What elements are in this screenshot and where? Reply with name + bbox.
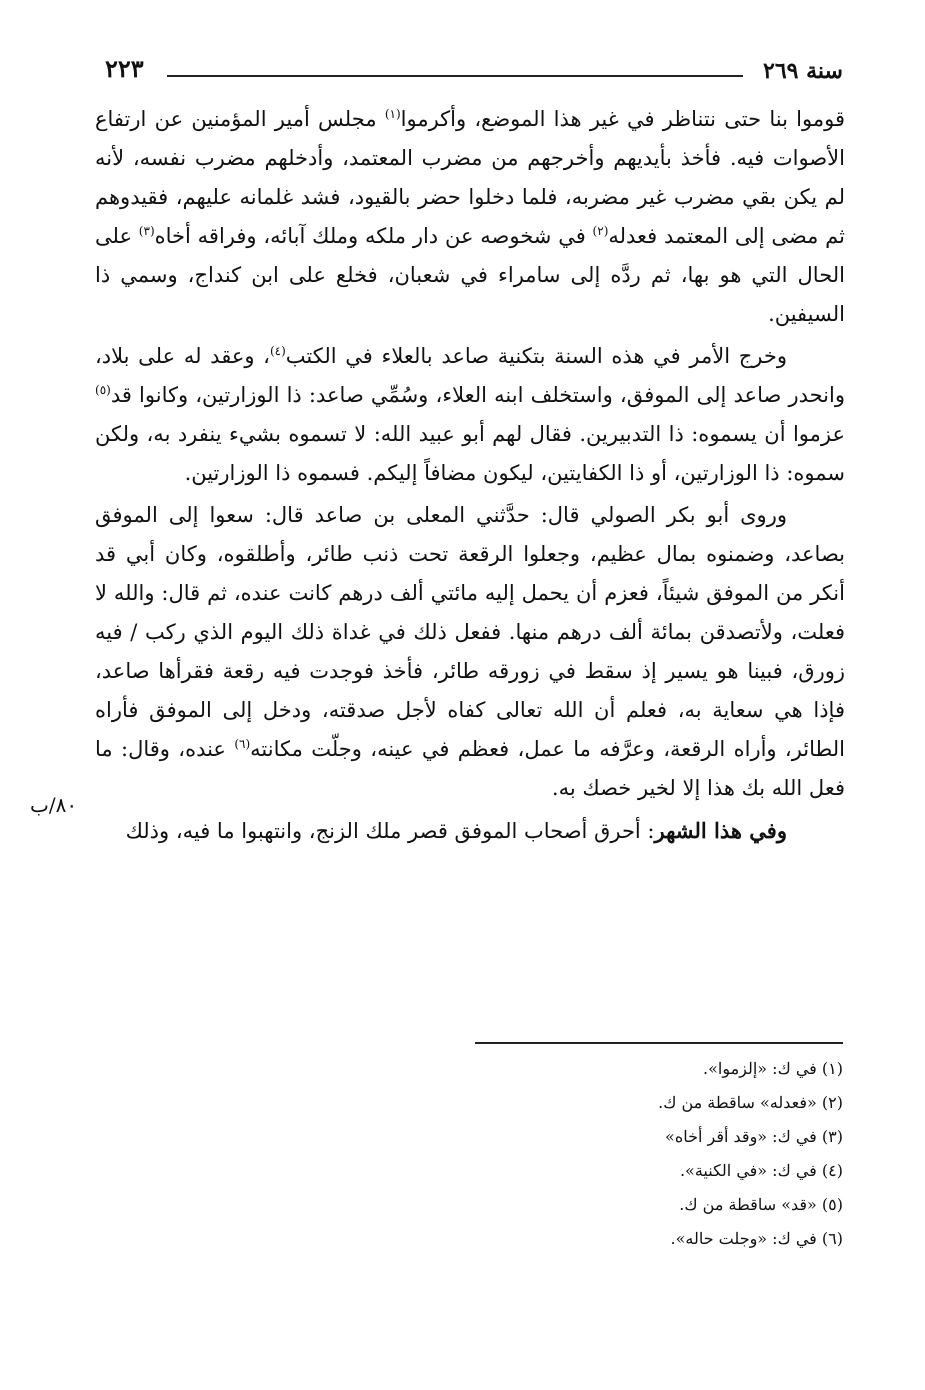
- footnote-rule: [475, 1042, 843, 1044]
- footnotes: [243, 1052, 843, 1256]
- text-run: على الحال التي هو بها، ثم ردَّه إلى سامراء في شعبان، فخلع على ابن كنداج، وسمي ذا السيفين.: [95, 224, 845, 326]
- header-rule: [167, 75, 743, 77]
- main-text: [95, 100, 845, 851]
- text-run: : أحرق أصحاب الموفق قصر ملك الزنج، وانتهبوا ما فيه، وذلك: [125, 819, 655, 843]
- text-run: عنده، وقال: ما فعل الله بك هذا إلا لخير خصك به.: [95, 737, 845, 800]
- footnote: (٦) في ك: «وجلت حاله».: [670, 1229, 843, 1248]
- running-header: [105, 52, 843, 92]
- page-number: ٢٢٣: [105, 54, 144, 83]
- footnote: (٢) «فعدله» ساقطة من ك.: [658, 1093, 843, 1112]
- text-run: مجلس أمير المؤمنين عن ارتفاع الأصوات فيه. فأخذ بأيديهم وأخرجهم من مضرب المعتمد، وأدخلهم مضرب نفسه، لأنه لم يكن بقي مضرب غير مضربه، فلما دخلوا حضر بالقيود، فشد غلمانه عليهم، فقيدوهم ثم مضى إلى المعتمد فعدله: [95, 107, 845, 248]
- text-run: وخرج الأمر في هذه السنة بتكنية صاعد بالعلاء في الكتب: [285, 344, 787, 368]
- footnote-marker: (١): [384, 107, 401, 121]
- footnote-marker: (٦): [234, 737, 251, 751]
- footnote-marker: (٣): [138, 224, 155, 238]
- text-run: ، وعقد له على بلاد، وانحدر صاعد إلى الموفق، واستخلف ابنه العلاء، وسُمِّي صاعد: ذا الوزارتين، وكانوا قد: [95, 344, 845, 407]
- margin-folio-note: ٨٠/ب: [30, 793, 78, 817]
- paragraph: [95, 496, 845, 808]
- footnote-marker: (٢): [592, 224, 609, 238]
- text-run: عزموا أن يسموه: ذا التدبيرين. فقال لهم أبو عبيد الله: لا تسموه بشيء ينفرد به، ولكن سموه: ذا الوزارتين، أو ذا الكفايتين، ليكون مضافاً إليكم. فسموه ذا الوزارتين.: [95, 422, 845, 485]
- text-run: قوموا بنا حتى نتناظر في غير هذا الموضع، وأكرموا: [400, 107, 845, 131]
- paragraph: [95, 337, 845, 493]
- paragraph-lead: وفي هذا الشهر: [654, 818, 787, 843]
- footnote: (٥) «قد» ساقطة من ك.: [679, 1195, 843, 1214]
- footnote: (٤) في ك: «في الكنية».: [679, 1161, 843, 1180]
- text-run: وروى أبو بكر الصولي قال: حدَّثني المعلى بن صاعد قال: سعوا إلى الموفق بصاعد، وضمنوه بمال عظيم، وجعلوا الرقعة تحت ذنب طائر، وأطلقوه، وكان أبي قد أنكر من الموفق شيئاً، فعزم أن يحمل إليه مائتي ألف درهم كانت عنده، ثم قال: والله لا فعلت، ولأتصدقن بمائة ألف درهم منها. ففعل ذلك في غداة ذلك اليوم الذي ركب / فيه زورق، فبينا هو يسير إذ سقط في زورقه طائر، فأخذ فوجدت فيه رقعة فقرأها صاعد، فإذا هي سعاية به، فعلم أن الله تعالى كفاه لأجل صدقته، ودخل إلى الموفق فأراه الطائر، وأراه الرقعة، وعرَّفه ما عمل، فعظم في عينه، وجلّت مكانته: [95, 503, 845, 761]
- footnote-marker: (٤): [269, 344, 286, 358]
- text-run: في شخوصه عن دار ملكه وملك آبائه، وفراقه أخاه: [154, 224, 593, 248]
- footnote-marker: (٥): [95, 383, 111, 397]
- year-label: سنة ٢٦٩: [763, 58, 843, 84]
- paragraph: [95, 100, 845, 334]
- footnote: (١) في ك: «إلزموا».: [703, 1059, 843, 1078]
- paragraph: [95, 811, 845, 851]
- footnote: (٣) في ك: «وقد أقر أخاه»: [665, 1127, 843, 1146]
